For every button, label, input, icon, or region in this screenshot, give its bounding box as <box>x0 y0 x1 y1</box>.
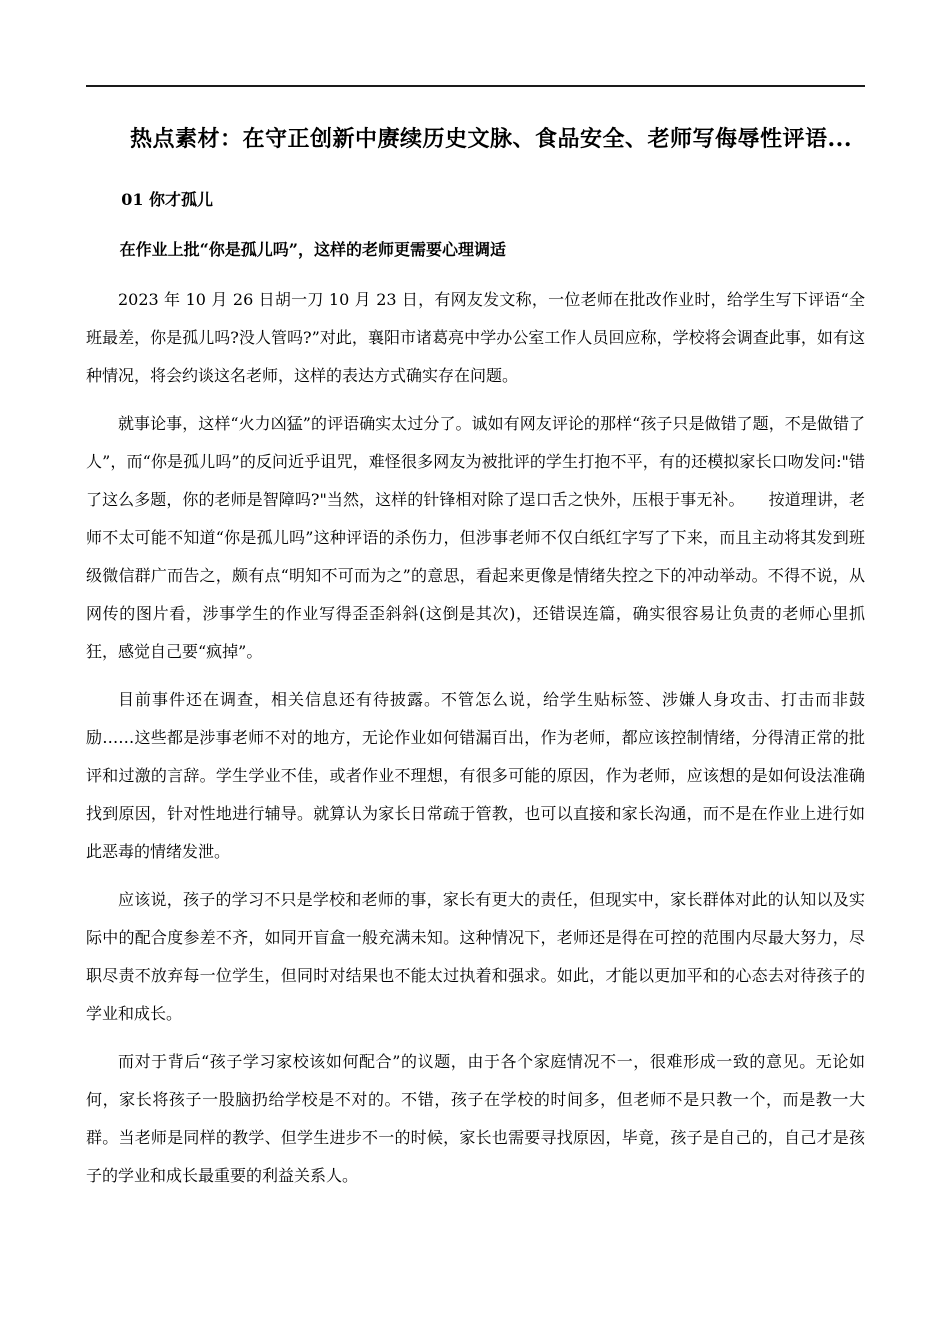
paragraph-2: 就事论事，这样“火力凶猛”的评语确实太过分了。诚如有网友评论的那样“孩子只是做错了题，不是做错了人”，而“你是孤儿吗”的反问近乎诅咒，难怪很多网友为被批评的学生打抱不平，有的还模拟家长口吻发问:"错了这么多题，你的老师是智障吗?"当然，这样的针锋相对除了逞口舌之快外，压根于事无补。 按道理讲，老师不太可能不知道“你是孤儿吗”这种评语的杀伤力，但涉事老师不仅白纸红字写了下来，而且主动将其发到班级微信群广而告之，颇有点“明知不可而为之”的意思，看起来更像是情绪失控之下的冲动举动。不得不说，从网传的图片看，涉事学生的作业写得歪歪斜斜(这倒是其次)，还错误连篇，确实很容易让负责的老师心里抓狂，感觉自己要“疯掉”。 <box>86 413 865 661</box>
document-title: 热点素材：在守正创新中赓续历史文脉、食品安全、老师写侮辱性评语... <box>130 126 852 152</box>
header-rule <box>86 85 865 87</box>
paragraph-3: 目前事件还在调查，相关信息还有待披露。不管怎么说，给学生贴标签、涉嫌人身攻击、打击而非鼓励……这些都是涉事老师不对的地方，无论作业如何错漏百出，作为老师，都应该控制情绪，分得清正常的批评和过激的言辞。学生学业不佳，或者作业不理想，有很多可能的原因，作为老师，应该想的是如何设法准确找到原因，针对性地进行辅导。就算认为家长日常疏于管教，也可以直接和家长沟通，而不是在作业上进行如此恶毒的情绪发泄。 <box>86 689 865 861</box>
paragraph-4: 应该说，孩子的学习不只是学校和老师的事，家长有更大的责任，但现实中，家长群体对此的认知以及实际中的配合度参差不齐，如同开盲盒一般充满未知。这种情况下，老师还是得在可控的范围内尽最大努力，尽职尽责不放弃每一位学生，但同时对结果也不能太过执着和强求。如此，才能以更加平和的心态去对待孩子的学业和成长。 <box>86 889 865 1023</box>
paragraph-1: 2023 年 10 月 26 日胡一刀 10 月 23 日，有网友发文称，一位老师在批改作业时，给学生写下评语“全班最差，你是孤儿吗?没人管吗?”对此，襄阳市诸葛亮中学办公室工作人员回应称，学校将会调查此事，如有这种情况，将会约谈这名老师，这样的表达方式确实存在问题。 <box>86 289 865 385</box>
section-number-heading: 01 你才孤儿 <box>121 189 214 209</box>
paragraph-5: 而对于背后“孩子学习家校该如何配合”的议题，由于各个家庭情况不一，很难形成一致的意见。无论如何，家长将孩子一股脑扔给学校是不对的。不错，孩子在学校的时间多，但老师不是只教一个，而是教一大群。当老师是同样的教学、但学生进步不一的时候，家长也需要寻找原因，毕竟，孩子是自己的，自己才是孩子的学业和成长最重要的利益关系人。 <box>86 1051 865 1185</box>
article-subheading: 在作业上批“你是孤儿吗”，这样的老师更需要心理调适 <box>119 239 507 259</box>
